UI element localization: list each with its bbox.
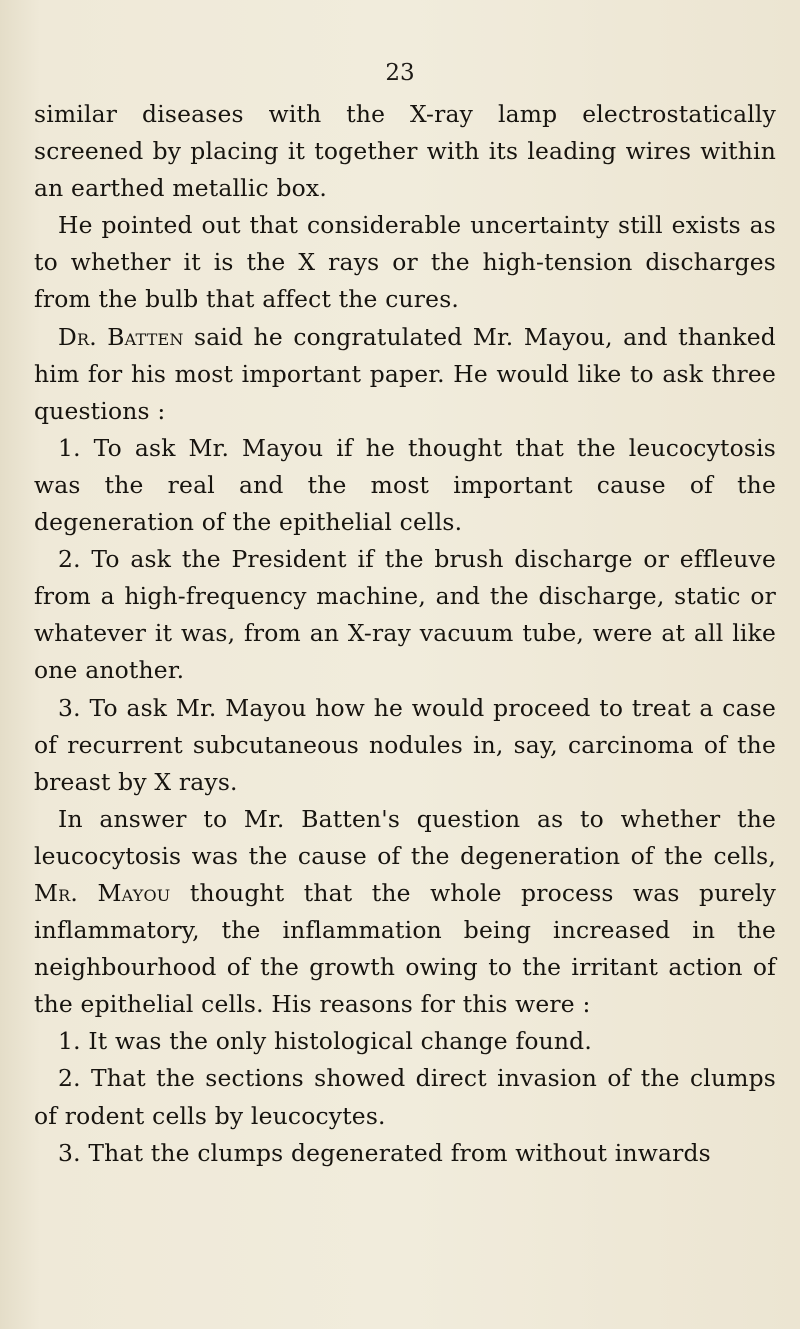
paragraph-text: said he congratulated Mr. Mayou, and thanked him for his most important paper. He would like to ask three questions : bbox=[34, 322, 776, 425]
paragraph-answer bbox=[34, 801, 776, 1024]
speaker-name: Mr. Mayou bbox=[34, 878, 171, 907]
page-number: 23 bbox=[385, 60, 415, 86]
paragraph-uncertainty: He pointed out that considerable uncertainty still exists as to whether it is the X rays or the high-tension discharges from the bulb that affect the cures. bbox=[34, 211, 776, 314]
paragraph-text: In answer to Mr. Batten's question as to whether the leucocytosis was the cause of the degeneration of the cells, bbox=[34, 804, 776, 870]
reason-1: 1. It was the only histological change found. bbox=[58, 1027, 592, 1056]
paragraph-text: thought that the whole process was purely inflammatory, the inflammation being increased in the neighbourhood of the growth owing to the irritant action of the epithelial cells. His reasons for this were : bbox=[34, 878, 776, 1019]
reason-2: 2. That the sections showed direct invasion of the clumps of rodent cells by leucocytes. bbox=[34, 1064, 776, 1130]
question-1: 1. To ask Mr. Mayou if he thought that the leucocytosis was the real and the most important cause of the degeneration of the epithelial cells. bbox=[34, 433, 776, 537]
question-2: 2. To ask the President if the brush discharge or effleuve from a high-frequency machine, and the discharge, static or whatever it was, from an X-ray vacuum tube, were at all like one another. bbox=[34, 545, 776, 685]
reason-3: 3. That the clumps degenerated from without inwards bbox=[58, 1138, 711, 1167]
paragraph-batten bbox=[34, 319, 776, 430]
question-3: 3. To ask Mr. Mayou how he would proceed to treat a case of recurrent subcutaneous nodules in, say, carcinoma of the breast by X rays. bbox=[34, 693, 776, 796]
speaker-name: Dr. Batten bbox=[58, 322, 184, 351]
paragraph-continuation: similar diseases with the X-ray lamp electrostatically screened by placing it together with its leading wires within an earthed metallic box. bbox=[34, 100, 776, 203]
body-text bbox=[34, 96, 776, 1172]
